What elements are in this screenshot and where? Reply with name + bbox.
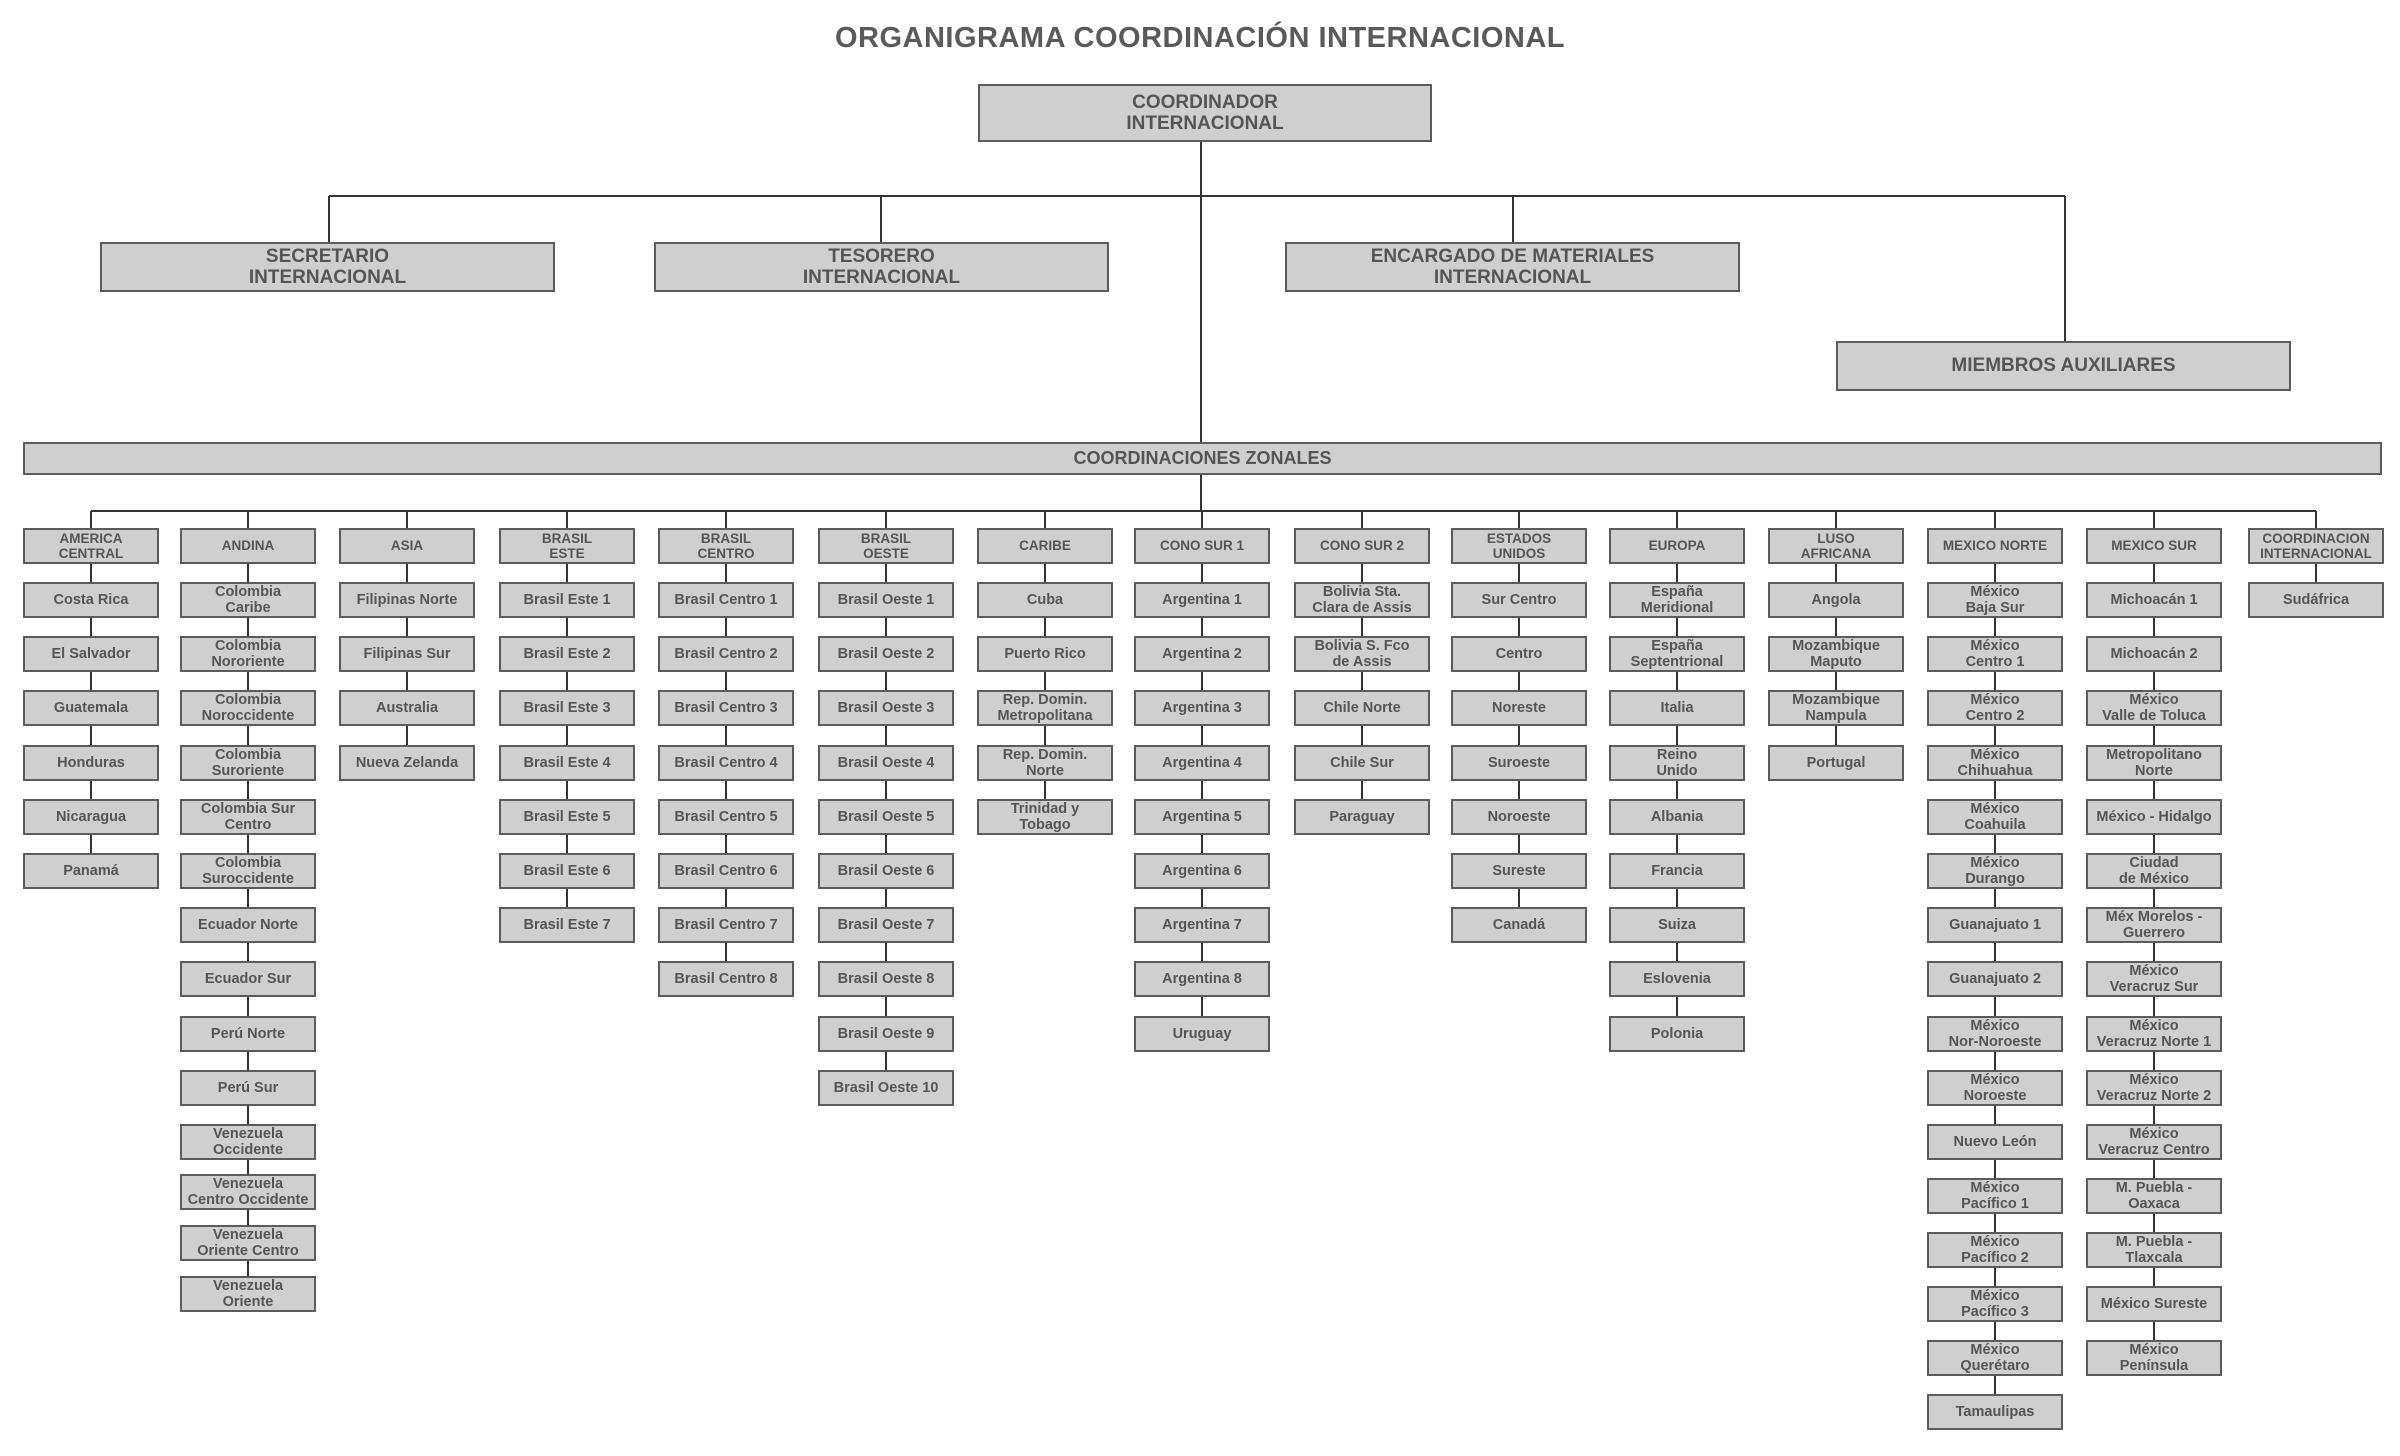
secretario-internacional-box: SECRETARIO INTERNACIONAL <box>100 242 555 292</box>
zone-item: Sur Centro <box>1451 582 1587 618</box>
tesorero-internacional-box: TESORERO INTERNACIONAL <box>654 242 1109 292</box>
zone-item: España Meridional <box>1609 582 1745 618</box>
zone-item: Brasil Este 7 <box>499 907 635 943</box>
zone-item: Colombia Suroriente <box>180 745 316 781</box>
zone-item: Argentina 1 <box>1134 582 1270 618</box>
zone-item: México Veracruz Centro <box>2086 1124 2222 1160</box>
zone-item: Perú Norte <box>180 1016 316 1052</box>
zone-item: Brasil Este 4 <box>499 745 635 781</box>
zone-item: Brasil Oeste 5 <box>818 799 954 835</box>
zone-item: Tamaulipas <box>1927 1394 2063 1430</box>
zone-item: Brasil Centro 6 <box>658 853 794 889</box>
zone-item: Brasil Oeste 9 <box>818 1016 954 1052</box>
zone-item: México Durango <box>1927 853 2063 889</box>
zone-item: México Noroeste <box>1927 1070 2063 1106</box>
zone-item: Italia <box>1609 690 1745 726</box>
coordinaciones-zonales-bar: COORDINACIONES ZONALES <box>23 442 2382 475</box>
zone-item: Canadá <box>1451 907 1587 943</box>
coordinador-internacional-box: COORDINADOR INTERNACIONAL <box>978 84 1432 142</box>
zone-header: BRASIL ESTE <box>499 528 635 564</box>
zone-header: ASIA <box>339 528 475 564</box>
zone-item: Albania <box>1609 799 1745 835</box>
zone-item: Brasil Oeste 6 <box>818 853 954 889</box>
zone-item: Argentina 3 <box>1134 690 1270 726</box>
zone-item: Argentina 2 <box>1134 636 1270 672</box>
zone-item: Brasil Oeste 2 <box>818 636 954 672</box>
zone-header: EUROPA <box>1609 528 1745 564</box>
zone-item: Chile Sur <box>1294 745 1430 781</box>
zone-item: Paraguay <box>1294 799 1430 835</box>
zone-item: Brasil Centro 3 <box>658 690 794 726</box>
zone-item: Trinidad y Tobago <box>977 799 1113 835</box>
zone-item: Argentina 5 <box>1134 799 1270 835</box>
zone-header: LUSO AFRICANA <box>1768 528 1904 564</box>
zone-item: Filipinas Sur <box>339 636 475 672</box>
zone-item: Michoacán 1 <box>2086 582 2222 618</box>
zone-item: Venezuela Occidente <box>180 1124 316 1160</box>
zone-header: CONO SUR 2 <box>1294 528 1430 564</box>
zone-header: CONO SUR 1 <box>1134 528 1270 564</box>
zone-item: México Valle de Toluca <box>2086 690 2222 726</box>
zone-item: Brasil Este 3 <box>499 690 635 726</box>
zone-header: MEXICO NORTE <box>1927 528 2063 564</box>
zone-item: Brasil Oeste 3 <box>818 690 954 726</box>
zone-item: Francia <box>1609 853 1745 889</box>
zone-item: Brasil Oeste 4 <box>818 745 954 781</box>
zone-item: Brasil Oeste 7 <box>818 907 954 943</box>
zone-item: México Chihuahua <box>1927 745 2063 781</box>
zone-item: México Pacífico 2 <box>1927 1232 2063 1268</box>
zone-item: Sudáfrica <box>2248 582 2384 618</box>
zone-item: Bolivia S. Fco de Assis <box>1294 636 1430 672</box>
zone-item: Brasil Oeste 1 <box>818 582 954 618</box>
zone-item: Polonia <box>1609 1016 1745 1052</box>
zone-item: México Coahuila <box>1927 799 2063 835</box>
zone-item: México Pacífico 1 <box>1927 1178 2063 1214</box>
zone-header: CARIBE <box>977 528 1113 564</box>
zone-item: Bolivia Sta. Clara de Assis <box>1294 582 1430 618</box>
zone-item: Nuevo León <box>1927 1124 2063 1160</box>
zone-header: BRASIL OESTE <box>818 528 954 564</box>
zone-item: Brasil Centro 4 <box>658 745 794 781</box>
zone-item: México Querétaro <box>1927 1340 2063 1376</box>
zone-item: Rep. Domin. Norte <box>977 745 1113 781</box>
zone-item: Mozambique Maputo <box>1768 636 1904 672</box>
zone-item: Noroeste <box>1451 799 1587 835</box>
zone-item: México Veracruz Norte 1 <box>2086 1016 2222 1052</box>
zone-item: Cuba <box>977 582 1113 618</box>
zone-item: México Baja Sur <box>1927 582 2063 618</box>
zone-header: ESTADOS UNIDOS <box>1451 528 1587 564</box>
zone-item: Nicaragua <box>23 799 159 835</box>
zone-item: Guanajuato 2 <box>1927 961 2063 997</box>
zone-item: Venezuela Centro Occidente <box>180 1174 316 1210</box>
zone-item: Panamá <box>23 853 159 889</box>
zone-header: COORDINACION INTERNACIONAL <box>2248 528 2384 564</box>
zone-item: Brasil Este 2 <box>499 636 635 672</box>
zone-item: Rep. Domin. Metropolitana <box>977 690 1113 726</box>
zone-item: Brasil Este 6 <box>499 853 635 889</box>
zone-item: Argentina 4 <box>1134 745 1270 781</box>
zone-item: Colombia Nororiente <box>180 636 316 672</box>
zone-item: Colombia Sur Centro <box>180 799 316 835</box>
zone-item: Nueva Zelanda <box>339 745 475 781</box>
zone-item: Costa Rica <box>23 582 159 618</box>
zone-item: Metropolitano Norte <box>2086 745 2222 781</box>
zone-item: Brasil Centro 8 <box>658 961 794 997</box>
zone-item: Colombia Suroccidente <box>180 853 316 889</box>
zone-item: Chile Norte <box>1294 690 1430 726</box>
zone-item: Mozambique Nampula <box>1768 690 1904 726</box>
zone-item: Noreste <box>1451 690 1587 726</box>
zone-item: Méx Morelos - Guerrero <box>2086 907 2222 943</box>
zone-item: Brasil Centro 7 <box>658 907 794 943</box>
zone-item: Filipinas Norte <box>339 582 475 618</box>
zone-item: España Septentrional <box>1609 636 1745 672</box>
zone-item: Brasil Este 1 <box>499 582 635 618</box>
zone-item: Brasil Centro 5 <box>658 799 794 835</box>
miembros-auxiliares-box: MIEMBROS AUXILIARES <box>1836 341 2291 391</box>
zone-item: Argentina 7 <box>1134 907 1270 943</box>
zone-item: Puerto Rico <box>977 636 1113 672</box>
zone-item: Suroeste <box>1451 745 1587 781</box>
zone-item: Brasil Oeste 8 <box>818 961 954 997</box>
zone-header: AMERICA CENTRAL <box>23 528 159 564</box>
zone-item: Brasil Centro 1 <box>658 582 794 618</box>
zone-item: México Península <box>2086 1340 2222 1376</box>
zone-item: Australia <box>339 690 475 726</box>
zone-item: México Veracruz Norte 2 <box>2086 1070 2222 1106</box>
zone-header: BRASIL CENTRO <box>658 528 794 564</box>
zone-item: Angola <box>1768 582 1904 618</box>
zone-item: México Centro 1 <box>1927 636 2063 672</box>
zone-item: Brasil Este 5 <box>499 799 635 835</box>
zone-item: Sureste <box>1451 853 1587 889</box>
zone-item: México Sureste <box>2086 1286 2222 1322</box>
encargado-materiales-box: ENCARGADO DE MATERIALES INTERNACIONAL <box>1285 242 1740 292</box>
zone-item: Ecuador Norte <box>180 907 316 943</box>
zone-item: Colombia Noroccidente <box>180 690 316 726</box>
zone-item: Suiza <box>1609 907 1745 943</box>
zone-item: Perú Sur <box>180 1070 316 1106</box>
zone-item: Brasil Centro 2 <box>658 636 794 672</box>
zone-item: Ciudad de México <box>2086 853 2222 889</box>
zone-item: México Centro 2 <box>1927 690 2063 726</box>
zone-header: ANDINA <box>180 528 316 564</box>
chart-title: ORGANIGRAMA COORDINACIÓN INTERNACIONAL <box>834 22 1565 54</box>
zone-item: Colombia Caribe <box>180 582 316 618</box>
zone-item: México Veracruz Sur <box>2086 961 2222 997</box>
zone-item: Venezuela Oriente Centro <box>180 1225 316 1261</box>
zone-item: Guatemala <box>23 690 159 726</box>
zone-item: Honduras <box>23 745 159 781</box>
zone-item: Uruguay <box>1134 1016 1270 1052</box>
zone-item: Centro <box>1451 636 1587 672</box>
zone-item: Eslovenia <box>1609 961 1745 997</box>
zone-item: Brasil Oeste 10 <box>818 1070 954 1106</box>
zone-item: Guanajuato 1 <box>1927 907 2063 943</box>
zone-item: Venezuela Oriente <box>180 1276 316 1312</box>
zone-item: Reino Unido <box>1609 745 1745 781</box>
zone-item: México Nor-Noroeste <box>1927 1016 2063 1052</box>
zone-item: M. Puebla - Tlaxcala <box>2086 1232 2222 1268</box>
zone-item: Ecuador Sur <box>180 961 316 997</box>
zone-header: MEXICO SUR <box>2086 528 2222 564</box>
zone-item: El Salvador <box>23 636 159 672</box>
zone-item: Portugal <box>1768 745 1904 781</box>
zone-item: Argentina 8 <box>1134 961 1270 997</box>
zone-item: México Pacífico 3 <box>1927 1286 2063 1322</box>
zone-item: M. Puebla - Oaxaca <box>2086 1178 2222 1214</box>
zone-item: Michoacán 2 <box>2086 636 2222 672</box>
zone-item: México - Hidalgo <box>2086 799 2222 835</box>
zone-item: Argentina 6 <box>1134 853 1270 889</box>
